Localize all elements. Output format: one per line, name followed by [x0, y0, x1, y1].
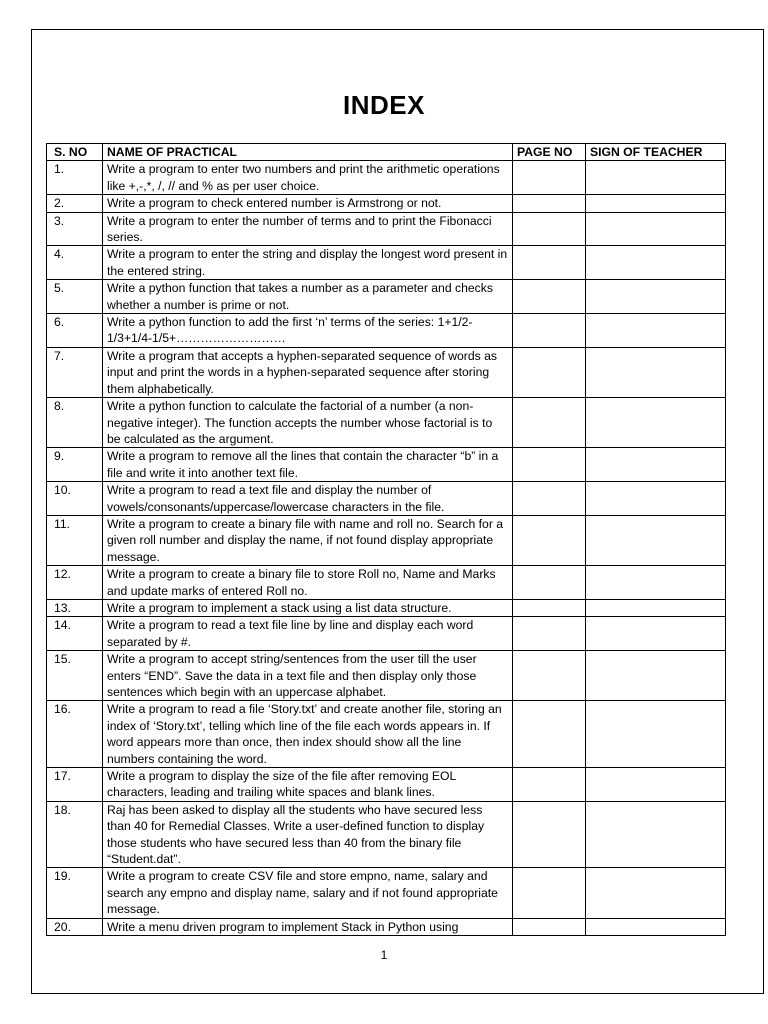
row-sno-cell: 3. [47, 212, 103, 246]
row-sno-cell: 12. [47, 566, 103, 600]
table-row [47, 246, 726, 280]
row-name-cell: Write a program to read a text file and display the number of vowels/consonants/uppercase/lowercase characters in the file. [103, 482, 513, 516]
row-page-cell [513, 161, 586, 195]
row-page-cell [513, 801, 586, 868]
row-sign-cell [586, 314, 726, 348]
row-sign-cell [586, 868, 726, 918]
row-name-cell: Write a python function to calculate the factorial of a number (a non-negative integer). The function accepts the number whose factorial is to be calculated as the argument. [103, 398, 513, 448]
row-sign-cell [586, 599, 726, 616]
row-page-cell [513, 768, 586, 802]
row-page-cell [513, 515, 586, 565]
row-sign-cell [586, 918, 726, 935]
column-header-page: PAGE NO [513, 144, 586, 161]
row-sno-cell: 7. [47, 347, 103, 397]
row-sign-cell [586, 246, 726, 280]
table-row [47, 195, 726, 212]
row-page-cell [513, 280, 586, 314]
row-name-cell: Write a program to display the size of the file after removing EOL characters, leading and trailing white spaces and blank lines. [103, 768, 513, 802]
table-row [47, 448, 726, 482]
row-sign-cell [586, 617, 726, 651]
row-name-cell: Write a program to implement a stack using a list data structure. [103, 599, 513, 616]
table-row [47, 868, 726, 918]
row-sign-cell [586, 280, 726, 314]
table-header-row [47, 144, 726, 161]
row-sign-cell [586, 801, 726, 868]
index-table [46, 143, 726, 936]
row-page-cell [513, 651, 586, 701]
row-page-cell [513, 347, 586, 397]
row-sign-cell [586, 651, 726, 701]
table-row [47, 280, 726, 314]
row-name-cell: Write a program to enter the number of terms and to print the Fibonacci series. [103, 212, 513, 246]
row-sno-cell: 18. [47, 801, 103, 868]
table-row [47, 212, 726, 246]
row-sign-cell [586, 566, 726, 600]
row-name-cell: Write a program to remove all the lines that contain the character “b” in a file and write it into another text file. [103, 448, 513, 482]
row-page-cell [513, 195, 586, 212]
table-row [47, 801, 726, 868]
row-sign-cell [586, 195, 726, 212]
row-sign-cell [586, 515, 726, 565]
row-name-cell: Write a menu driven program to implement Stack in Python using [103, 918, 513, 935]
row-page-cell [513, 398, 586, 448]
row-name-cell: Write a program to check entered number is Armstrong or not. [103, 195, 513, 212]
row-page-cell [513, 617, 586, 651]
row-sno-cell: 1. [47, 161, 103, 195]
table-row [47, 651, 726, 701]
row-sno-cell: 2. [47, 195, 103, 212]
table-row [47, 347, 726, 397]
row-page-cell [513, 599, 586, 616]
row-name-cell: Raj has been asked to display all the students who have secured less than 40 for Remedial Classes. Write a user-defined function to display those students who have secured less than 40 from the binary file “Student.dat”. [103, 801, 513, 868]
table-row [47, 515, 726, 565]
row-sno-cell: 11. [47, 515, 103, 565]
row-sign-cell [586, 701, 726, 768]
row-sno-cell: 15. [47, 651, 103, 701]
table-row [47, 161, 726, 195]
table-row [47, 314, 726, 348]
row-page-cell [513, 448, 586, 482]
table-row [47, 599, 726, 616]
row-sno-cell: 4. [47, 246, 103, 280]
row-sign-cell [586, 448, 726, 482]
column-header-sign: SIGN OF TEACHER [586, 144, 726, 161]
row-sno-cell: 9. [47, 448, 103, 482]
row-sno-cell: 5. [47, 280, 103, 314]
row-name-cell: Write a program to read a text file line by line and display each word separated by #. [103, 617, 513, 651]
row-sno-cell: 10. [47, 482, 103, 516]
row-sno-cell: 19. [47, 868, 103, 918]
row-name-cell: Write a program to create a binary file with name and roll no. Search for a given roll number and display the name, if not found display appropriate message. [103, 515, 513, 565]
row-sign-cell [586, 398, 726, 448]
row-name-cell: Write a program to read a file ‘Story.txt’ and create another file, storing an index of ‘Story.txt’, telling which line of the file each words appears in. If word appears more than once, then index should show all the line numbers containing the word. [103, 701, 513, 768]
table-row [47, 398, 726, 448]
column-header-sno: S. NO [47, 144, 103, 161]
row-page-cell [513, 246, 586, 280]
row-name-cell: Write a program to accept string/sentences from the user till the user enters “END”. Save the data in a text file and then display only those sentences which begin with an uppercase alphabet. [103, 651, 513, 701]
row-name-cell: Write a program to create CSV file and store empno, name, salary and search any empno and display name, salary and if not found appropriate message. [103, 868, 513, 918]
table-row [47, 482, 726, 516]
row-name-cell: Write a python function to add the first ‘n’ terms of the series: 1+1/2-1/3+1/4-1/5+……………………… [103, 314, 513, 348]
row-name-cell: Write a program to enter the string and display the longest word present in the entered string. [103, 246, 513, 280]
table-row [47, 617, 726, 651]
page-number: 1 [380, 948, 388, 962]
row-sign-cell [586, 347, 726, 397]
row-name-cell: Write a python function that takes a number as a parameter and checks whether a number is prime or not. [103, 280, 513, 314]
row-page-cell [513, 868, 586, 918]
row-sno-cell: 14. [47, 617, 103, 651]
row-sign-cell [586, 768, 726, 802]
row-name-cell: Write a program to create a binary file to store Roll no, Name and Marks and update marks of entered Roll no. [103, 566, 513, 600]
table-row [47, 701, 726, 768]
row-page-cell [513, 482, 586, 516]
row-sno-cell: 17. [47, 768, 103, 802]
row-name-cell: Write a program that accepts a hyphen-separated sequence of words as input and print the words in a hyphen-separated sequence after storing them alphabetically. [103, 347, 513, 397]
row-page-cell [513, 701, 586, 768]
table-row [47, 918, 726, 935]
row-page-cell [513, 212, 586, 246]
column-header-name: NAME OF PRACTICAL [103, 144, 513, 161]
row-name-cell: Write a program to enter two numbers and print the arithmetic operations like +,-,*, /, // and % as per user choice. [103, 161, 513, 195]
row-sign-cell [586, 482, 726, 516]
row-sno-cell: 20. [47, 918, 103, 935]
table-row [47, 768, 726, 802]
page-title: INDEX [343, 90, 425, 120]
table-row [47, 566, 726, 600]
row-sign-cell [586, 161, 726, 195]
row-page-cell [513, 918, 586, 935]
table-body [47, 161, 726, 936]
row-page-cell [513, 566, 586, 600]
row-sno-cell: 16. [47, 701, 103, 768]
row-sign-cell [586, 212, 726, 246]
row-sno-cell: 6. [47, 314, 103, 348]
row-page-cell [513, 314, 586, 348]
row-sno-cell: 8. [47, 398, 103, 448]
row-sno-cell: 13. [47, 599, 103, 616]
